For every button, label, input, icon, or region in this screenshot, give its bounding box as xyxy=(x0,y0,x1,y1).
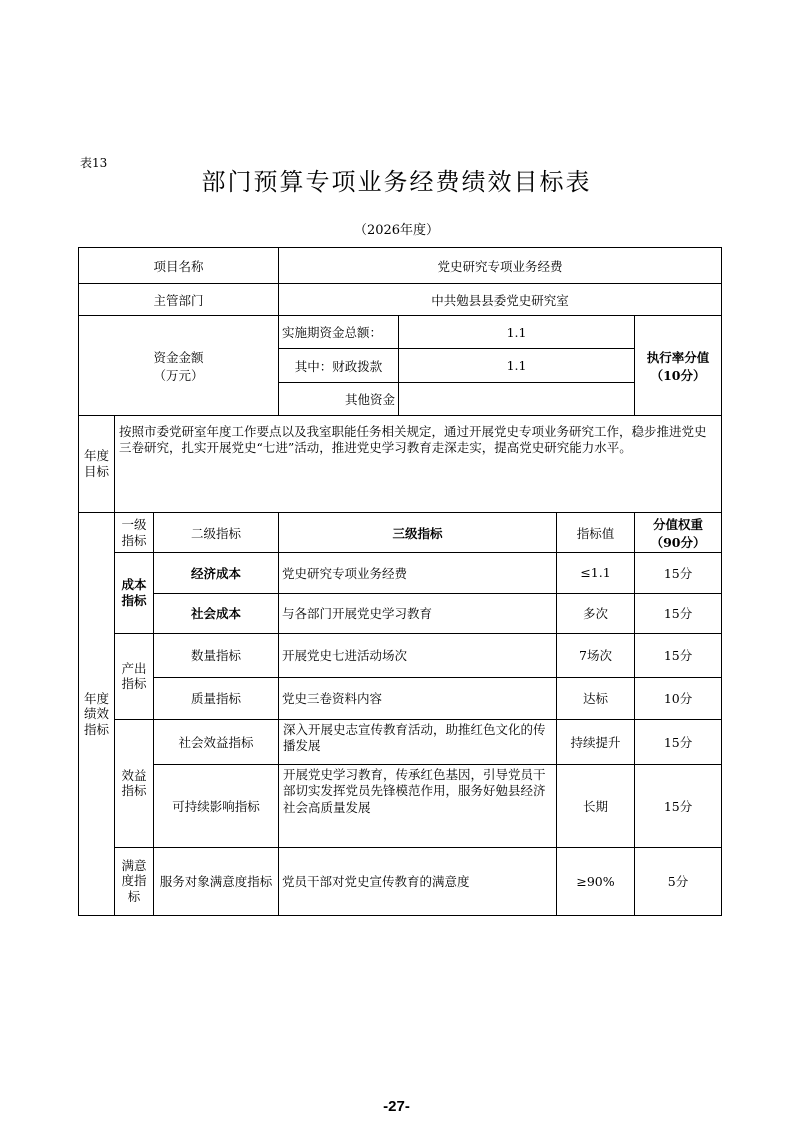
fund-amount-label: 资金金额 （万元） xyxy=(79,316,279,415)
weight-cell: 15分 xyxy=(635,633,722,677)
perf-section-label: 年度绩效指标 xyxy=(79,513,115,916)
value-cell: 7场次 xyxy=(557,633,635,677)
group-satisfaction: 满意度指标 xyxy=(115,847,154,915)
col-header-level3: 三级指标 xyxy=(279,513,557,553)
table-row xyxy=(79,847,722,915)
annual-goal-text: 按照市委党研室年度工作要点以及我室职能任务相关规定，通过开展党史专项业务研究工作，稳步推进党史三卷研究，扎实开展党史“七进”活动，推进党史学习教育走深走实，提高党史研究能力水平。 xyxy=(115,415,722,512)
col-header-level2: 二级指标 xyxy=(154,513,279,553)
other-fund-label: 其他资金 xyxy=(279,382,399,415)
col-header-weight: 分值权重 （90分） xyxy=(635,513,722,553)
performance-table xyxy=(78,247,722,916)
table-row xyxy=(79,248,722,284)
level3-cell: 深入开展史志宣传教育活动，助推红色文化的传播发展 xyxy=(279,720,557,765)
department-label: 主管部门 xyxy=(79,284,279,316)
project-name-label: 项目名称 xyxy=(79,248,279,284)
weight-cell: 10分 xyxy=(635,677,722,719)
table-row xyxy=(79,553,722,593)
level2-cell: 经济成本 xyxy=(154,553,279,593)
table-row xyxy=(79,513,722,553)
total-fund-label: 实施期资金总额： xyxy=(279,316,399,349)
level3-cell: 党史研究专项业务经费 xyxy=(279,553,557,593)
execution-rate-score: 执行率分值 （10分） xyxy=(635,316,722,415)
level3-cell: 开展党史七进活动场次 xyxy=(279,633,557,677)
table-row xyxy=(79,720,722,765)
weight-cell: 15分 xyxy=(635,720,722,765)
group-output: 产出指标 xyxy=(115,633,154,719)
value-cell: 长期 xyxy=(557,765,635,847)
fiscal-fund-label: 其中：财政拨款 xyxy=(279,349,399,382)
level2-cell: 社会效益指标 xyxy=(154,720,279,765)
department-value: 中共勉县县委党史研究室 xyxy=(279,284,722,316)
col-header-level1: 一级指标 xyxy=(115,513,154,553)
value-cell: 多次 xyxy=(557,593,635,633)
level3-cell: 与各部门开展党史学习教育 xyxy=(279,593,557,633)
group-benefit: 效益指标 xyxy=(115,720,154,848)
value-cell: ≥90% xyxy=(557,847,635,915)
level2-cell: 可持续影响指标 xyxy=(154,765,279,847)
table-row xyxy=(79,284,722,316)
page-number: -27- xyxy=(383,1098,410,1115)
fiscal-year: （2026年度） xyxy=(353,223,440,238)
table-number-label: 表13 xyxy=(80,156,108,170)
table-row xyxy=(79,677,722,719)
other-fund-value xyxy=(399,382,635,415)
annual-goal-label: 年度目标 xyxy=(79,415,115,512)
level3-cell: 党员干部对党史宣传教育的满意度 xyxy=(279,847,557,915)
level3-cell: 开展党史学习教育，传承红色基因，引导党员干部切实发挥党员先锋模范作用，服务好勉县经济社会高质量发展 xyxy=(279,765,557,847)
value-cell: 达标 xyxy=(557,677,635,719)
table-row xyxy=(79,593,722,633)
table-row xyxy=(79,633,722,677)
weight-cell: 15分 xyxy=(635,765,722,847)
fiscal-fund-value: 1.1 xyxy=(399,349,635,382)
table-row xyxy=(79,415,722,512)
weight-cell: 15分 xyxy=(635,553,722,593)
table-row xyxy=(79,765,722,847)
weight-cell: 15分 xyxy=(635,593,722,633)
project-name-value: 党史研究专项业务经费 xyxy=(279,248,722,284)
level3-cell: 党史三卷资料内容 xyxy=(279,677,557,719)
page-title: 部门预算专项业务经费绩效目标表 xyxy=(201,168,592,196)
level2-cell: 社会成本 xyxy=(154,593,279,633)
group-cost: 成本指标 xyxy=(115,553,154,633)
level2-cell: 服务对象满意度指标 xyxy=(154,847,279,915)
value-cell: ≤1.1 xyxy=(557,553,635,593)
level2-cell: 质量指标 xyxy=(154,677,279,719)
col-header-value: 指标值 xyxy=(557,513,635,553)
total-fund-value: 1.1 xyxy=(399,316,635,349)
weight-cell: 5分 xyxy=(635,847,722,915)
value-cell: 持续提升 xyxy=(557,720,635,765)
table-row xyxy=(79,316,722,349)
level2-cell: 数量指标 xyxy=(154,633,279,677)
